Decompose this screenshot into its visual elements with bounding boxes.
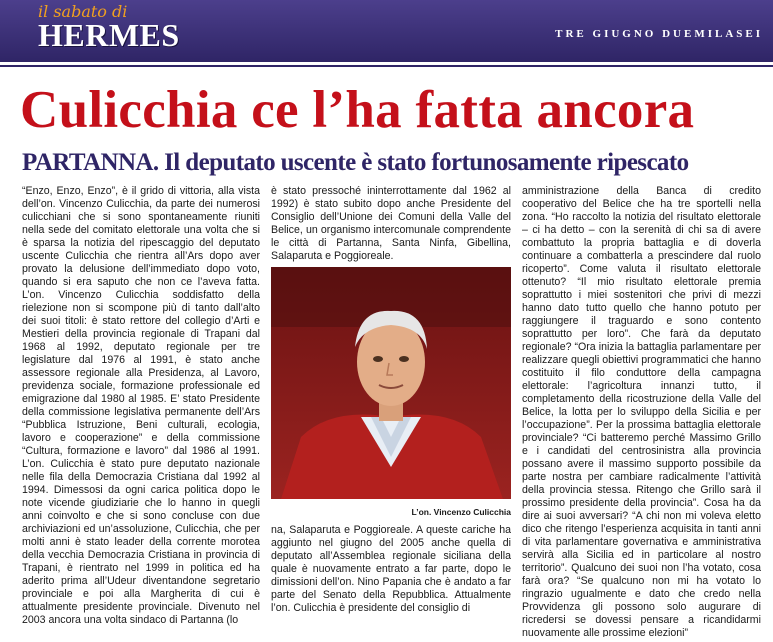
- portrait-photo: [271, 267, 511, 499]
- photo-caption: L’on. Vincenzo Culicchia: [411, 507, 511, 517]
- article-subhead: PARTANNA. Il deputato uscente è stato fortunosamente ripescato: [22, 149, 689, 176]
- issue-date: TRE GIUGNO DUEMILASEI: [555, 28, 763, 40]
- article-column-1: “Enzo, Enzo, Enzo”, è il grido di vittoria, alla vista dell’on. Vincenzo Culicchia, da parte dei numerosi culicchiani che si sono spontaneamente riuniti nella sede del comitato elettorale una volta che si è sparsa la notizia del ripescaggio del deputato uscente Culicchia che rientra all’Ars dopo aver provato la delusione dell’immediato dopo voto, quando si era saputo che non ce l’aveva fatta. L’on. Vincenzo Culicchia soddisfatto della rielezione non si scompone più di tanto dall’alto dei suoi titoli: è stato rettore del collegio d’Arti e Mestieri della provincia regionale di Trapani dal 1968 al 1992, deputato regionale per tre legislature dal 1976 al 1991, è stato anche assessore regionale alla Presidenza, al Lavoro, previdenza sociale, formazione professionale ed emigrazione dal 1980 al 1985. E’ stato Presidente della commissione legislativa permanente dell’Ars “Pubblica Istruzione, Beni culturali, ecologia, lavoro e cooperazione” e della commissione “Cultura, formazione e lavoro” dal 1986 al 1991. L’on. Culicchia è stato pure deputato nazionale nelle fila della Democrazia Cristiana dal 1992 al 1994. Dimessosi da ogni carica politica dopo le note vicende giudiziarie che lo hanno in quegli anni coinvolto e che si sono concluse con due archiviazioni ed un’assoluzione, Culicchia, che per molti anni è stato leader della corrente morotea della vecchia Democrazia Cristiana in provincia di Trapani, è rientrato nel 1999 in politica ed ha aderito prima all’Udeur diventandone segretario provinciale e poi alla Margherita di cui è attualmente presidente provinciale. Divenuto nel 2003 ancora una volta sindaco di Partanna (lo: [22, 185, 260, 626]
- article-column-2-bottom: na, Salaparuta e Poggioreale. A queste cariche ha aggiunto nel giugno del 2005 anche quella di deputato all’Assemblea regionale siciliana della quale è nuovamente entrato a far parte, dopo le dimissioni dell’on. Nino Papania che è andato a far parte del Senato della Repubblica. Attualmente l’on. Culicchia è presidente del consiglio di: [271, 524, 511, 614]
- article-column-2-top: è stato pressoché ininterrottamente dal 1962 al 1992) è stato subito dopo anche Presidente del Consiglio dell’Unione dei Comuni della Valle del Belice, un organismo intercomunale comprendente le città di Partanna, Santa Ninfa, Gibellina, Salaparuta e Poggioreale.: [271, 185, 511, 262]
- article-column-3: amministrazione della Banca di credito cooperativo del Belice che ha tre sportelli nella zona. “Ho raccolto la notizia del risultato elettorale – ci ha detto – con la serenità di chi sa di avere combattuto la propria battaglia e di doverla continuare a combatterla a prescindere dal ruolo ricoperto”. Come valuta il risultato elettorale ottenuto? “Il mio risultato elettorale premia soprattutto i miei sostenitori che privi di mezzi hanno dato tutto quello che hanno potuto per raggiungere il traguardo e sono contento soprattutto per loro”. Che farà da deputato regionale? “Ora inizia la battaglia parlamentare per realizzare quegli obiettivi programmatici che hanno costituito il filo conduttore della campagna elettorale: l’agricoltura innanzi tutto, il completamento della ricostruzione della Valle del Belice, la lotta per lo sviluppo della Sicilia e per l’occupazione”. Per la prossima battaglia elettorale provinciale? “Ci batteremo perché Massimo Grillo e i candidati del centrosinistra alla provincia possano avere il massimo supporto possibile da parte nostra per cambiare radicalmente l’attività della provincia stessa. Ritengo che Grillo sarà il prossimo presidente della provincia”. Cosa ha da dire ai suoi avversari? “A chi non mi voleva eletto dico che ritengo l’esperienza acquisita in tanti anni di vita parlamentare governativa e amministrativa servirà alla Sicilia ed in particolare al nostro territorio”. Qualcuno dei suoi non l’ha votato, cosa farà ora? “Se qualcuno non mi ha votato lo ringrazio ugualmente e dato che credo nella Provvidenza gli possono solo augurare di ricredersi se dovessi pensare a ricandidarmi nuovamente alle prossime elezioni”: [522, 185, 761, 637]
- portrait-illustration: [271, 267, 511, 499]
- article-headline: Culicchia ce l’ha fatta ancora: [20, 81, 695, 139]
- masthead-logo: HERMES: [38, 17, 180, 53]
- masthead-kicker: il sabato di: [38, 2, 128, 21]
- masthead-rule-dark: [0, 65, 773, 67]
